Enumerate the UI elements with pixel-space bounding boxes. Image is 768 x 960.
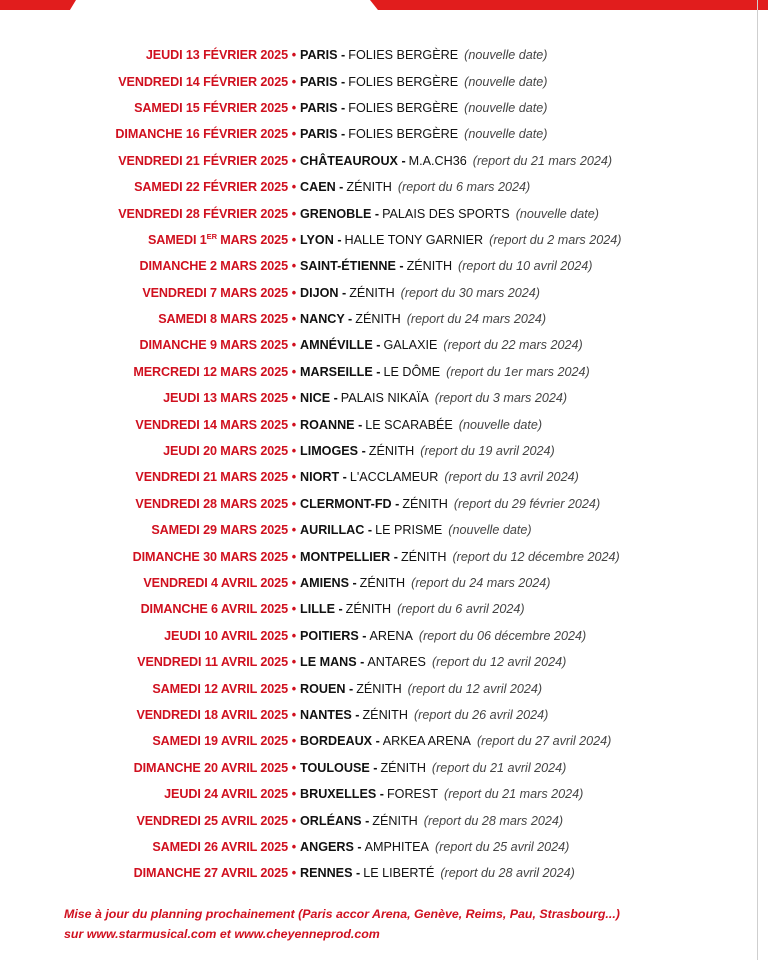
tour-date: SAMEDI 29 MARS 2025 [151, 523, 288, 538]
tour-venue: FOLIES BERGÈRE [348, 74, 459, 89]
tour-city: POITIERS - [300, 628, 367, 643]
bullet-separator: • [291, 364, 297, 379]
bullet-separator: • [291, 496, 297, 511]
tour-venue: FOREST [386, 787, 439, 802]
tour-date: DIMANCHE 2 MARS 2025 [139, 259, 288, 274]
tour-city: CLERMONT-FD - [300, 496, 400, 511]
tour-city: SAINT-ÉTIENNE - [300, 259, 404, 274]
tour-date-row [0, 702, 768, 728]
tour-note: (report du 27 avril 2024) [476, 734, 612, 749]
bullet-separator: • [291, 100, 297, 115]
bullet-separator: • [291, 628, 297, 643]
tour-city: LYON - [300, 232, 342, 247]
tour-note: (nouvelle date) [464, 74, 548, 89]
tour-note: (report du 22 mars 2024) [443, 338, 583, 353]
bullet-separator: • [291, 127, 297, 142]
tour-note: (report du 12 avril 2024) [431, 655, 567, 670]
tour-venue: FOLIES BERGÈRE [348, 127, 459, 142]
tour-date-row [0, 596, 768, 622]
bullet-separator: • [291, 787, 297, 802]
tour-date-ordinal: ER [206, 232, 217, 242]
tour-city: NANTES - [300, 707, 360, 722]
tour-date: DIMANCHE 30 MARS 2025 [132, 549, 288, 564]
tour-city: BRUXELLES - [300, 787, 384, 802]
tour-venue: LE LIBERTÉ [363, 866, 435, 881]
tour-date-row [0, 570, 768, 596]
tour-date-row [0, 385, 768, 411]
tour-venue: ZÉNITH [346, 180, 392, 195]
tour-note: (nouvelle date) [448, 523, 532, 538]
tour-venue: HALLE TONY GARNIER [344, 232, 484, 247]
tour-date: SAMEDI 8 MARS 2025 [158, 312, 288, 327]
tour-note: (nouvelle date) [515, 206, 599, 221]
tour-date: VENDREDI 28 MARS 2025 [135, 496, 288, 511]
tour-date: JEUDI 10 AVRIL 2025 [164, 628, 288, 643]
tour-note: (report du 21 mars 2024) [472, 153, 613, 168]
tour-city: BORDEAUX - [300, 734, 380, 749]
bullet-separator: • [291, 417, 297, 432]
tour-note: (report du 19 avril 2024) [420, 444, 555, 459]
tour-venue: PALAIS DES SPORTS [382, 206, 510, 221]
tour-venue: ZÉNITH [368, 444, 415, 459]
tour-date: JEUDI 20 MARS 2025 [163, 444, 288, 459]
bullet-separator: • [291, 602, 297, 617]
tour-date-row [0, 807, 768, 833]
tour-date-row [0, 227, 768, 253]
tour-venue: ANTARES [367, 655, 426, 670]
tour-date-row [0, 675, 768, 701]
bullet-separator: • [291, 866, 297, 881]
tour-date: DIMANCHE 16 FÉVRIER 2025 [115, 127, 288, 142]
bullet-separator: • [291, 312, 297, 327]
tour-city: LIMOGES - [300, 444, 366, 459]
tour-note: (report du 12 décembre 2024) [452, 549, 620, 564]
bullet-separator: • [291, 206, 297, 221]
tour-note: (report du 6 avril 2024) [397, 602, 525, 617]
bullet-separator: • [291, 444, 297, 459]
tour-date: VENDREDI 14 MARS 2025 [135, 417, 288, 432]
bullet-separator: • [291, 523, 297, 538]
tour-note: (report du 24 mars 2024) [406, 312, 547, 327]
tour-note: (report du 1er mars 2024) [446, 364, 590, 379]
tour-city: TOULOUSE - [300, 760, 378, 775]
tour-date: DIMANCHE 20 AVRIL 2025 [133, 760, 288, 775]
tour-date-row [0, 359, 768, 385]
tour-venue: LE PRISME [375, 523, 443, 538]
tour-venue: ZÉNITH [400, 549, 447, 564]
tour-city: CAEN - [300, 180, 344, 195]
tour-date: JEUDI 24 AVRIL 2025 [164, 787, 288, 802]
tour-date: JEUDI 13 FÉVRIER 2025 [145, 48, 288, 63]
tour-city: GRENOBLE - [300, 206, 380, 221]
tour-note: (report du 28 mars 2024) [423, 813, 564, 828]
tour-city: ROUEN - [300, 681, 354, 696]
bullet-separator: • [291, 259, 297, 274]
tour-venue: LE DÔME [383, 364, 441, 379]
tour-date-row [0, 174, 768, 200]
bullet-separator: • [291, 470, 297, 485]
tour-note: (report du 28 avril 2024) [440, 866, 575, 881]
tour-date: SAMEDI 12 AVRIL 2025 [152, 681, 288, 696]
tour-date-row [0, 42, 768, 68]
tour-city: AMIENS - [300, 576, 357, 590]
tour-note: (report du 2 mars 2024) [489, 232, 622, 247]
tour-date: VENDREDI 21 FÉVRIER 2025 [118, 153, 288, 168]
tour-date: VENDREDI 28 FÉVRIER 2025 [118, 206, 288, 221]
tour-city: MONTPELLIER - [300, 549, 398, 564]
tour-date-row [0, 623, 768, 649]
tour-date: JEUDI 13 MARS 2025 [163, 391, 288, 406]
tour-date-row [0, 464, 768, 490]
tour-date-row [0, 68, 768, 94]
tour-note: (nouvelle date) [464, 100, 548, 115]
tour-venue: ZÉNITH [380, 760, 426, 775]
tour-city: LILLE - [300, 602, 343, 617]
tour-city: ANGERS - [300, 839, 362, 854]
bullet-separator: • [291, 839, 297, 854]
bullet-separator: • [291, 338, 297, 353]
tour-note: (report du 26 avril 2024) [413, 707, 549, 722]
tour-venue: ZÉNITH [402, 496, 448, 511]
bullet-separator: • [291, 813, 297, 828]
tour-note: (report du 06 décembre 2024) [418, 628, 587, 643]
tour-venue: ZÉNITH [406, 259, 453, 274]
tour-date-row [0, 332, 768, 358]
tour-city: PARIS - [300, 48, 346, 63]
tour-city: AURILLAC - [300, 523, 373, 538]
bullet-separator: • [291, 707, 297, 722]
tour-date-row [0, 306, 768, 332]
tour-date: SAMEDI 19 AVRIL 2025 [152, 734, 288, 749]
bullet-separator: • [291, 153, 297, 168]
tour-date-row [0, 834, 768, 860]
tour-date: VENDREDI 4 AVRIL 2025 [143, 576, 288, 590]
bullet-separator: • [291, 734, 297, 749]
tour-date: DIMANCHE 9 MARS 2025 [139, 338, 288, 353]
bullet-separator: • [291, 576, 297, 590]
header-accent-bar-left [0, 0, 76, 10]
tour-city: NICE - [300, 391, 338, 406]
tour-city: PARIS - [300, 74, 346, 89]
tour-note: (report du 30 mars 2024) [400, 285, 540, 300]
tour-city: DIJON - [300, 285, 347, 300]
tour-venue: ZÉNITH [355, 312, 401, 327]
tour-date: VENDREDI 18 AVRIL 2025 [136, 707, 288, 722]
tour-venue: LE SCARABÉE [365, 417, 453, 432]
tour-venue: M.A.CH36 [408, 153, 467, 168]
tour-city: PARIS - [300, 100, 346, 115]
tour-note: (nouvelle date) [464, 127, 548, 142]
tour-note: (report du 10 avril 2024) [458, 259, 593, 274]
tour-note: (nouvelle date) [464, 48, 548, 63]
tour-city: CHÂTEAUROUX - [300, 153, 406, 168]
tour-note: (report du 13 avril 2024) [444, 470, 579, 485]
bullet-separator: • [291, 74, 297, 89]
tour-date: DIMANCHE 27 AVRIL 2025 [133, 866, 288, 881]
tour-date-row [0, 411, 768, 437]
tour-date: VENDREDI 25 AVRIL 2025 [136, 813, 288, 828]
tour-venue: AMPHITEA [364, 839, 429, 854]
tour-date-row [0, 755, 768, 781]
tour-city: NIORT - [300, 470, 347, 485]
tour-note: (report du 6 mars 2024) [397, 180, 531, 195]
bullet-separator: • [291, 760, 297, 775]
tour-city: ORLÉANS - [300, 813, 370, 828]
tour-date-row [0, 543, 768, 569]
tour-date-row [0, 781, 768, 807]
tour-date-row [0, 491, 768, 517]
tour-note: (report du 24 mars 2024) [411, 576, 551, 590]
tour-date-row [0, 200, 768, 226]
tour-date: VENDREDI 7 MARS 2025 [142, 285, 288, 300]
tour-city: ROANNE - [300, 417, 363, 432]
tour-venue: ZÉNITH [345, 602, 392, 617]
tour-note: (report du 21 mars 2024) [444, 787, 584, 802]
tour-date: VENDREDI 11 AVRIL 2025 [137, 655, 288, 670]
tour-note: (report du 25 avril 2024) [434, 839, 570, 854]
tour-date-row [0, 253, 768, 279]
bullet-separator: • [291, 285, 297, 300]
tour-city: MARSEILLE - [300, 364, 381, 379]
bullet-separator: • [291, 48, 297, 63]
tour-venue: FOLIES BERGÈRE [348, 100, 459, 115]
tour-date-row [0, 438, 768, 464]
tour-venue: ZÉNITH [356, 681, 402, 696]
tour-date: MERCREDI 12 MARS 2025 [133, 364, 288, 379]
tour-city: AMNÉVILLE - [300, 338, 381, 353]
tour-venue: PALAIS NIKAÏA [340, 391, 429, 406]
update-notice [64, 904, 744, 944]
tour-city: RENNES - [300, 866, 361, 881]
tour-city: PARIS - [300, 127, 346, 142]
tour-date: SAMEDI 15 FÉVRIER 2025 [134, 100, 288, 115]
tour-date [0, 232, 288, 247]
tour-venue: ZÉNITH [372, 813, 418, 828]
tour-note: (report du 21 avril 2024) [431, 760, 567, 775]
tour-note: (report du 29 février 2024) [453, 496, 601, 511]
tour-note: (report du 12 avril 2024) [407, 681, 543, 696]
update-notice-line-1: Mise à jour du planning prochainement (Paris accor Arena, Genève, Reims, Pau, Strasbourg...) [64, 907, 620, 921]
tour-date-text-rest: MARS 2025 [216, 233, 288, 248]
tour-note: (report du 3 mars 2024) [434, 391, 568, 406]
tour-date-row [0, 728, 768, 754]
bullet-separator: • [291, 391, 297, 406]
tour-note: (nouvelle date) [458, 417, 543, 432]
tour-date-row [0, 121, 768, 147]
tour-date-row [0, 517, 768, 543]
tour-date-row [0, 860, 768, 886]
tour-date-row [0, 649, 768, 675]
bullet-separator: • [291, 180, 297, 195]
tour-date: SAMEDI 22 FÉVRIER 2025 [134, 180, 288, 195]
tour-date: VENDREDI 14 FÉVRIER 2025 [118, 74, 288, 89]
tour-venue: FOLIES BERGÈRE [348, 48, 459, 63]
header-accent-bar-right [370, 0, 768, 10]
tour-date-row [0, 280, 768, 306]
tour-city: NANCY - [300, 312, 353, 327]
tour-date: SAMEDI 26 AVRIL 2025 [152, 839, 288, 854]
tour-venue: ZÉNITH [359, 576, 406, 590]
tour-venue: L'ACCLAMEUR [349, 470, 439, 485]
tour-venue: ARENA [369, 628, 413, 643]
tour-date: DIMANCHE 6 AVRIL 2025 [140, 602, 288, 617]
tour-date-text: SAMEDI 1 [147, 233, 207, 248]
tour-date-row [0, 148, 768, 174]
tour-date: VENDREDI 21 MARS 2025 [135, 470, 288, 485]
tour-venue: GALAXIE [383, 338, 438, 353]
tour-venue: ZÉNITH [362, 707, 408, 722]
tour-date-row [0, 95, 768, 121]
bullet-separator: • [291, 232, 297, 247]
bullet-separator: • [291, 681, 297, 696]
tour-venue: ZÉNITH [349, 285, 395, 300]
tour-dates-list [0, 42, 768, 887]
bullet-separator: • [291, 549, 297, 564]
tour-city: LE MANS - [300, 655, 365, 670]
tour-venue: ARKEA ARENA [382, 734, 471, 749]
bullet-separator: • [291, 655, 297, 670]
update-notice-line-2: sur www.starmusical.com et www.cheyenneprod.com [64, 927, 380, 941]
